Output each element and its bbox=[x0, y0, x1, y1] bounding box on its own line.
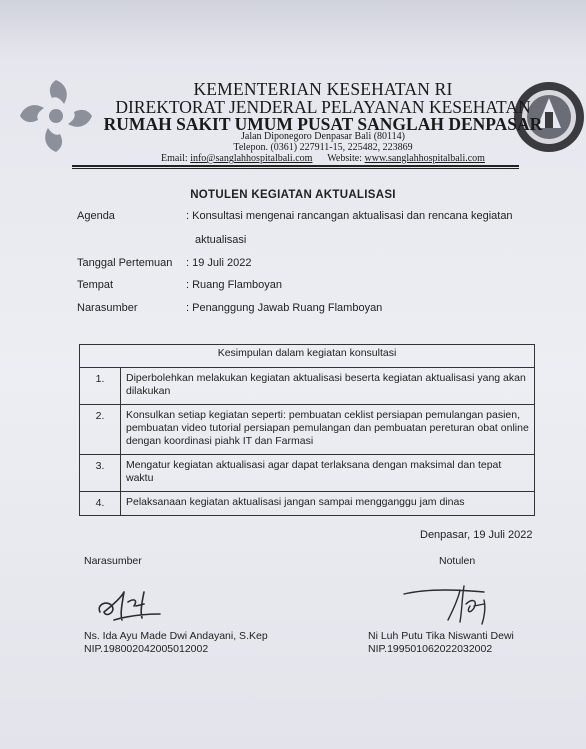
email-label: Email: bbox=[161, 153, 188, 164]
field-label-agenda: Agenda bbox=[77, 210, 115, 222]
left-signer-name: Ns. Ida Ayu Made Dwi Andayani, S.Kep bbox=[84, 630, 268, 642]
field-value-speaker: : Penanggung Jawab Ruang Flamboyan bbox=[186, 302, 383, 314]
right-signer-nip: NIP.199501062022032002 bbox=[368, 643, 493, 655]
field-value-agenda-cont: aktualisasi bbox=[195, 234, 247, 246]
field-label-place: Tempat bbox=[77, 279, 114, 291]
phone-line: Telepon. (0361) 227911-15, 225482, 223869 bbox=[233, 142, 413, 153]
field-value-date: : 19 Juli 2022 bbox=[186, 257, 252, 269]
website-label: Website: bbox=[327, 153, 363, 164]
field-label-speaker: Narasumber bbox=[77, 302, 138, 314]
row-number: 1. bbox=[80, 368, 121, 405]
table-row bbox=[80, 492, 535, 516]
left-signer-role: Narasumber bbox=[84, 555, 142, 567]
ministry-name: KEMENTERIAN KESEHATAN RI bbox=[193, 79, 453, 99]
right-signature-icon bbox=[400, 578, 510, 626]
row-number: 2. bbox=[80, 405, 121, 455]
email-link[interactable]: info@sanglahhospitalbali.com bbox=[190, 153, 313, 164]
left-signature-icon bbox=[94, 582, 166, 626]
row-text: Pelaksanaan kegiatan aktualisasi jangan sampai mengganggu jam dinas bbox=[121, 492, 535, 516]
table-row bbox=[80, 455, 535, 492]
left-signer-nip: NIP.198002042005012002 bbox=[84, 643, 209, 655]
address-line: Jalan Diponegoro Denpasar Bali (80114) bbox=[240, 131, 406, 142]
header-divider bbox=[72, 165, 519, 167]
directorate-name: DIREKTORAT JENDERAL PELAYANAN KESEHATAN bbox=[115, 97, 531, 117]
website-link[interactable]: www.sanglahhospitalbali.com bbox=[364, 153, 485, 164]
field-label-date: Tanggal Pertemuan bbox=[77, 257, 173, 269]
header-divider-thin bbox=[72, 168, 519, 169]
table-row bbox=[80, 368, 535, 405]
right-signer-name: Ni Luh Putu Tika Niswanti Dewi bbox=[368, 630, 514, 642]
hospital-name: RUMAH SAKIT UMUM PUSAT SANGLAH DENPASAR bbox=[103, 114, 543, 134]
contact-line bbox=[30, 153, 586, 164]
field-value-place: : Ruang Flamboyan bbox=[186, 279, 282, 291]
row-text: Mengatur kegiatan aktualisasi agar dapat terlaksana dengan maksimal dan tepat waktu bbox=[121, 455, 535, 492]
document-title: NOTULEN KEGIATAN AKTUALISASI bbox=[190, 189, 396, 201]
row-number: 4. bbox=[80, 492, 121, 516]
conclusion-table bbox=[79, 344, 535, 516]
row-text: Konsulkan setiap kegiatan seperti: pembuatan ceklist persiapan pemulangan pasien, pembuatan video tutorial persiapan pemulangan dan pembuatan pereturan obat online dengan koordinasi piahk IT dan Farmasi bbox=[121, 405, 535, 455]
right-signer-role: Notulen bbox=[439, 555, 476, 567]
table-header-row bbox=[80, 345, 535, 368]
row-number: 3. bbox=[80, 455, 121, 492]
table-header: Kesimpulan dalam kegiatan konsultasi bbox=[80, 345, 535, 368]
place-date: Denpasar, 19 Juli 2022 bbox=[420, 529, 533, 541]
field-value-agenda: : Konsultasi mengenai rancangan aktualisasi dan rencana kegiatan bbox=[186, 210, 513, 222]
row-text: Diperbolehkan melakukan kegiatan aktualisasi beserta kegiatan aktualisasi yang akan dilakukan bbox=[121, 368, 535, 405]
table-row bbox=[80, 405, 535, 455]
hospital-address bbox=[30, 131, 586, 153]
